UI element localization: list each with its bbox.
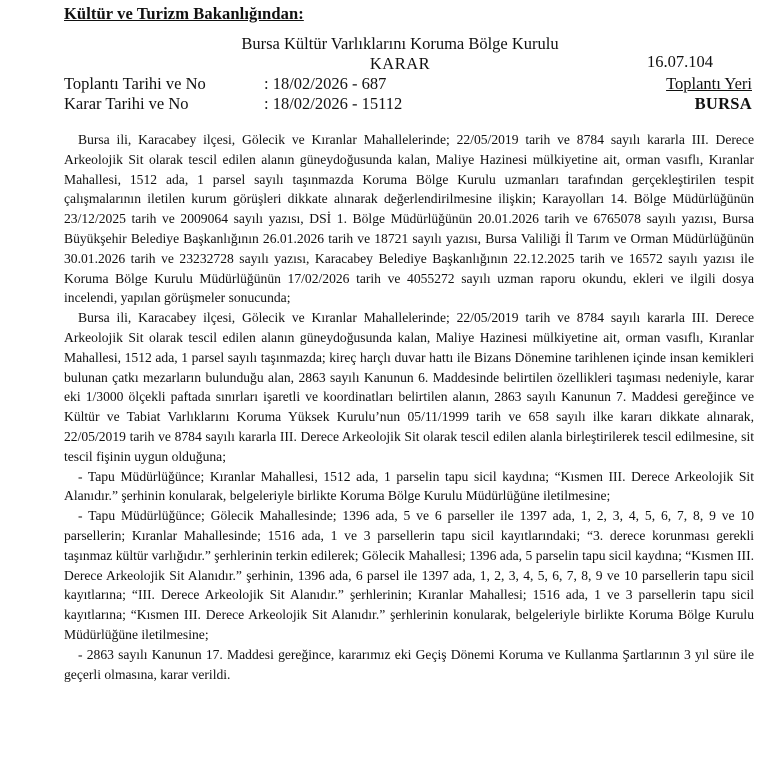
decision-item-1: - Tapu Müdürlüğünce; Kıranlar Mahallesi, 1512 ada, 1 parselin tapu sicil kaydına; “Kısmen III. Derece Arkeolojik Sit Alanıdır.” şerhinin konularak, belgeleriyle birlikte Koruma Bölge Kurulu Müdürlüğüne iletilmesine; [64, 468, 754, 504]
ministry-heading: Kültür ve Turizm Bakanlığından: [64, 4, 304, 23]
decision-body [64, 130, 754, 684]
paragraph-review: Bursa ili, Karacabey ilçesi, Gölecik ve Kıranlar Mahallelerinde; 22/05/2019 tarih ve 8784 sayılı kararla III. Derece Arkeolojik Sit olarak tescil edilen alanın güneydoğusunda kalan, Maliye Hazinesi mülkiyetine ait, orman vasıflı, Kıranlar Mahallesi, 1512 ada, 1 parsel sayılı taşınmazda Koruma Bölge Kurulu uzmanları tarafından gerçekleştirilen tespit çalışmalarının iletilen kurum görüşleri dikkate alınarak değerlendirilmesine ilişkin; Karayolları 14. Bölge Müdürlüğünün 23/12/2025 tarih ve 2009064 sayılı yazısı, DSİ 1. Bölge Müdürlüğünün 20.01.2026 tarih ve 6765078 sayılı yazısı, Bursa Büyükşehir Belediye Başkanlığının 26.01.2026 tarih ve 18721 sayılı yazısı, Bursa Valiliği İl Tarım ve Orman Müdürlüğünün 30.01.2026 tarih ve 23232728 sayılı yazısı, Karacabey Belediye Başkanlığının 22.12.2025 tarih ve 16572 sayılı yazısı ile Koruma Bölge Kurulu Müdürlüğünün 17/02/2026 tarih ve 4055272 sayılı uzman raporu okundu, ekleri ve ilgili dosya incelendi, yapılan görüşmeler sonucunda; [64, 132, 754, 306]
meeting-place-value: BURSA [694, 94, 752, 113]
meeting-place-label: Toplantı Yeri [666, 74, 752, 93]
document-number: 16.07.104 [647, 52, 713, 71]
decision-date-label: Karar Tarihi ve No [64, 94, 189, 113]
meeting-date-value: : 18/02/2026 - 687 [264, 74, 387, 93]
decision-item-2: - Tapu Müdürlüğünce; Gölecik Mahallesinde; 1396 ada, 5 ve 6 parseller ile 1397 ada, 1, 2, 3, 4, 5, 6, 7, 8, 9 ve 10 parsellerin; Kıranlar Mahallesinde; 1516 ada, 1 ve 3 parsellerin tapu sicil kayıtlarındaki; “3. derece korunması gerekli taşınmaz kültür varlığıdır.” şerhlerinin terkin edilerek; Gölecik Mahallesi; 1396 ada, 5 parselin tapu sicil kaydına; “Kısmen III. Derece Arkeolojik Sit Alanıdır.” şerhinin, 1396 ada, 6 parsel ile 1397 ada, 1, 2, 3, 4, 5, 6, 7, 8, 9 ve 10 parsellerin tapu sicil kayıtlarına; “III. Derece Arkeolojik Sit Alanıdır.” şerhlerinin; Kıranlar Mahallesi; 1516 ada, 1 ve 3 parsellerin tapu sicil kayıtlarına; “Kısmen III. Derece Arkeolojik Sit Alanıdır.” şerhlerinin konularak, belgeleriyle birlikte Koruma Bölge Kurulu Müdürlüğüne iletilmesine; [64, 508, 754, 642]
board-name: Bursa Kültür Varlıklarını Koruma Bölge Kurulu [241, 34, 559, 53]
decision-title: KARAR [369, 54, 431, 73]
paragraph-decision: Bursa ili, Karacabey ilçesi, Gölecik ve Kıranlar Mahallelerinde; 22/05/2019 tarih ve 8784 sayılı kararla III. Derece Arkeolojik Sit olarak tescil edilen alanın güneydoğusunda kalan, Maliye Hazinesi mülkiyetine ait, orman vasıflı, Kıranlar Mahallesi, 1512 ada, 1 parsel sayılı taşınmazda; kireç harçlı duvar hattı ile Bizans Dönemine tarihlenen içinde insan kemikleri bulunan çatkı mezarların bulunduğu alan, 2863 sayılı Kanunun 6. Maddesinde belirtilen özellikleri taşıması nedeniyle, karar eki 1/3000 ölçekli paftada sınırları işaretli ve koordinatları belirtilen alanın, 2863 sayılı Kanunun 7. Maddesi gereğince ve Kültür ve Tabiat Varlıklarını Koruma Yüksek Kurulu’nun 05/11/1999 tarih ve 658 sayılı ilke kararı dikkate alınarak, 22/05/2019 tarih ve 8784 sayılı kararla III. Derece Arkeolojik Sit olarak tescil edilen alanla birleştirilerek tescil edilmesine, sit tescil fişinin uygun olduğuna; [64, 310, 754, 464]
decision-item-3: - 2863 sayılı Kanunun 17. Maddesi gereğince, kararımız eki Geçiş Dönemi Koruma ve Kullanma Şartlarının 3 yıl süre ile geçerli olmasına, karar verildi. [64, 646, 754, 682]
decision-date-value: : 18/02/2026 - 15112 [264, 94, 403, 113]
meeting-date-label: Toplantı Tarihi ve No [64, 74, 206, 93]
